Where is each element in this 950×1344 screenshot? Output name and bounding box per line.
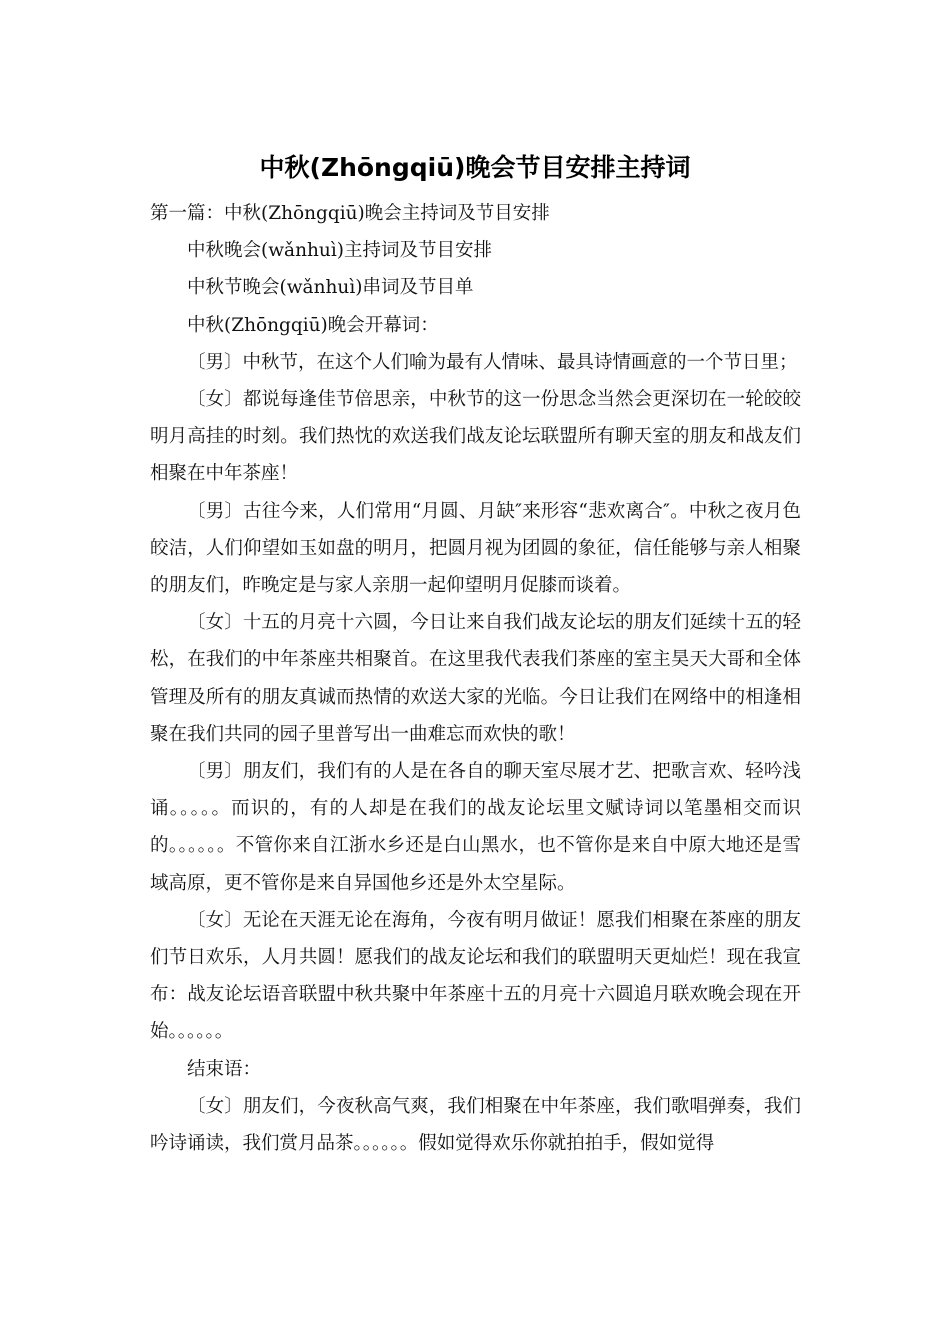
- document-body: [150, 195, 801, 1162]
- section-heading: 第一篇：中秋(Zhōngqiū)晚会主持词及节目安排: [150, 203, 550, 224]
- paragraph: 〔男〕古往今来，人们常用“月圆、月缺″来形容“悲欢离合″。中秋之夜月色皎洁，人们仰望如玉如盘的明月，把圆月视为团圆的象征，信任能够与亲人相聚的朋友们，昨晚定是与家人亲朋一起仰望明月促膝而谈着。: [150, 500, 801, 597]
- document-title: 中秋(Zhōngqiū)晚会节目安排主持词: [259, 153, 691, 182]
- paragraph: 中秋(Zhōngqiū)晚会开幕词：: [187, 314, 439, 336]
- paragraph: 〔女〕十五的月亮十六圆，今日让来自我们战友论坛的朋友们延续十五的轻松，在我们的中年茶座共相聚首。在这里我代表我们茶座的室主昊天大哥和全体管理及所有的朋友真诚而热情的欢送大家的光临。今日让我们在网络中的相逢相聚在我们共同的园子里普写出一曲难忘而欢快的歌！: [150, 612, 801, 745]
- paragraph: 〔女〕都说每逢佳节倍思亲，中秋节的这一份思念当然会更深切在一轮皎皎明月高挂的时刻。我们热忱的欢送我们战友论坛联盟所有聊天室的朋友和战友们相聚在中年茶座！: [150, 389, 801, 485]
- paragraph: 〔女〕朋友们，今夜秋高气爽，我们相聚在中年茶座，我们歌唱弹奏，我们吟诗诵读，我们赏月品茶。。。。。。假如觉得欢乐你就拍拍手，假如觉得: [150, 1095, 801, 1155]
- paragraph: 〔男〕中秋节，在这个人们喻为最有人情味、最具诗情画意的一个节日里；: [187, 351, 798, 373]
- paragraph: 中秋节晚会(wǎnhuì)串词及节目单: [187, 277, 474, 299]
- paragraph: 结束语：: [187, 1058, 262, 1080]
- paragraph: 〔女〕无论在天涯无论在海角，今夜有明月做证！愿我们相聚在茶座的朋友们节日欢乐，人月共圆！愿我们的战友论坛和我们的联盟明天更灿烂！现在我宣布：战友论坛语音联盟中秋共聚中年茶座十五的月亮十六圆追月联欢晚会现在开始。。。。。。: [150, 909, 801, 1043]
- paragraph: 中秋晚会(wǎnhuì)主持词及节目安排: [187, 240, 492, 262]
- paragraph: 〔男〕朋友们，我们有的人是在各自的聊天室尽展才艺、把歌言欢、轻吟浅诵。。。。。而识的，有的人却是在我们的战友论坛里文赋诗词以笔墨相交而识的。。。。。。不管你来自江浙水乡还是白山黑水，也不管你是来自中原大地还是雪域高原，更不管你是来自异国他乡还是外太空星际。: [150, 761, 801, 894]
